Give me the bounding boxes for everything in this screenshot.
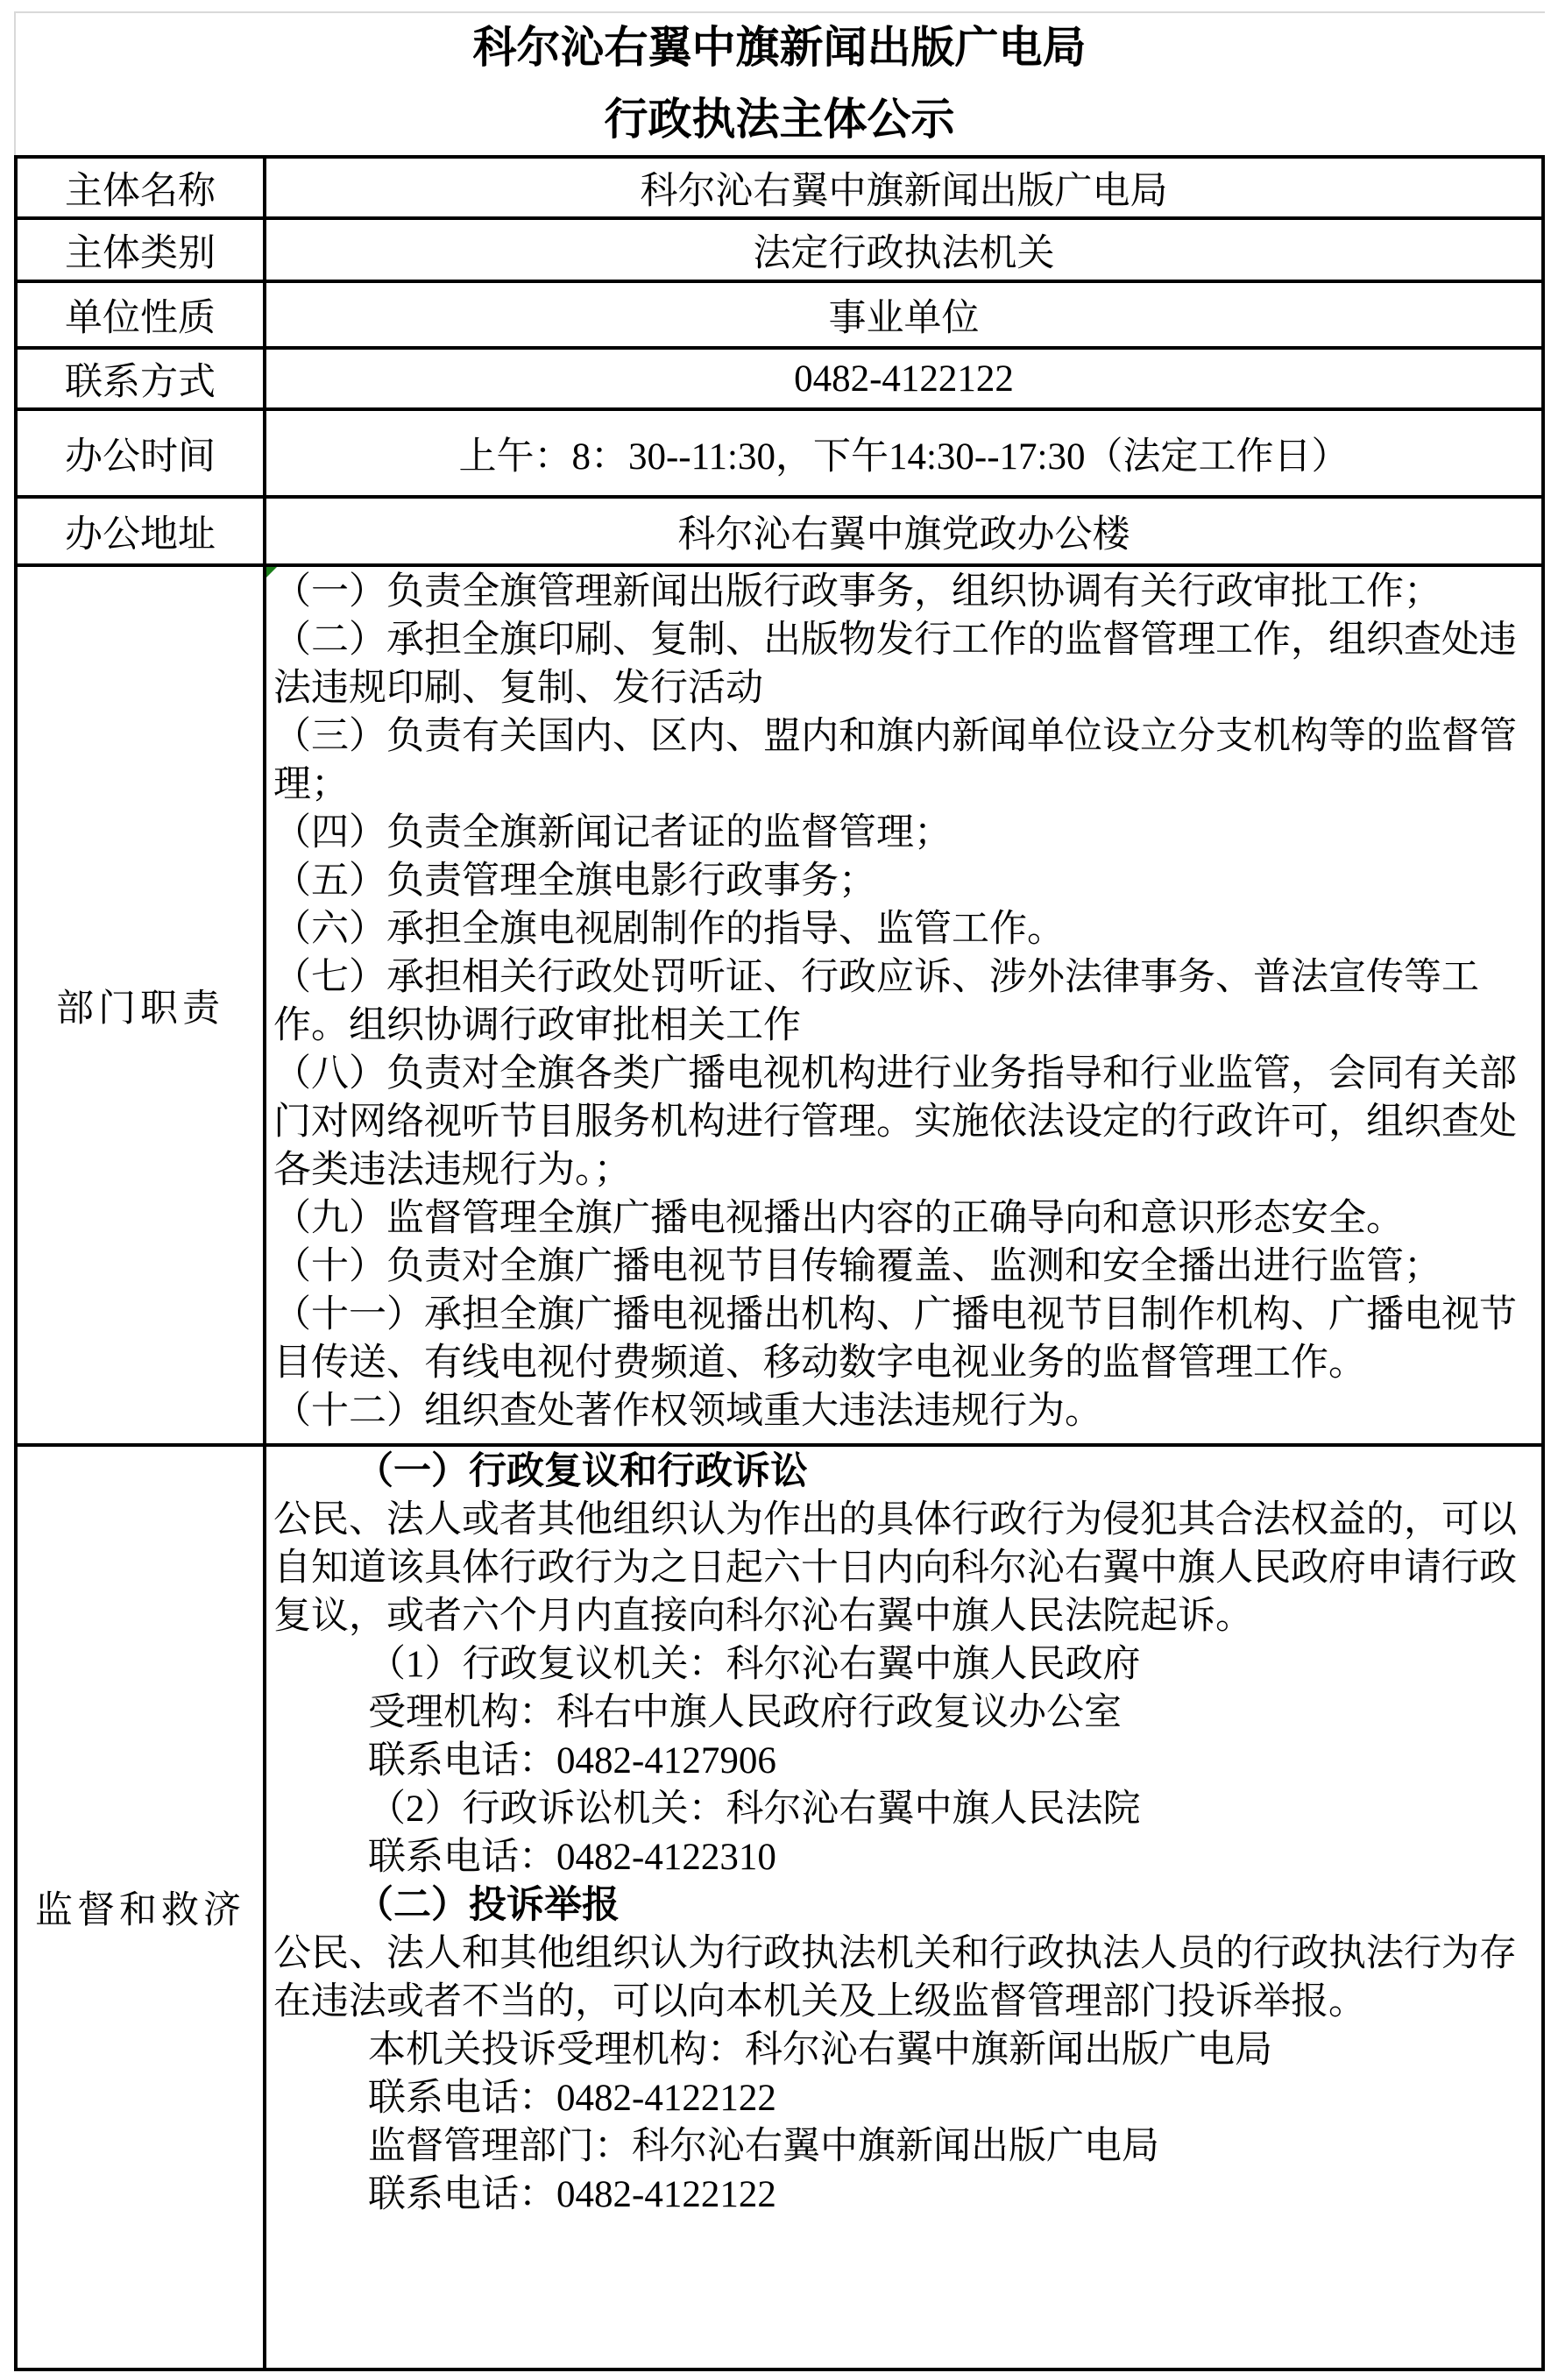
- duty-item: （六）承担全旗电视剧制作的指导、监管工作。: [273, 909, 1065, 950]
- supervision-paragraph: 公民、法人和其他组织认为行政执法机关和行政执法人员的行政执法行为存在违法或者不当的，可以向本机关及上级监督管理部门投诉举报。: [273, 1933, 1517, 2022]
- cell-error-indicator-icon: [266, 567, 277, 577]
- supervision-remedy-cell: [266, 1447, 1541, 2368]
- duty-item: （八）负责对全旗各类广播电视机构进行业务指导和行业监管，会同有关部门对网络视听节目服务机构进行管理。实施依法设定的行政许可，组织查处各类违法违规行为。；: [273, 1053, 1517, 1191]
- row-label-unit-nature: 单位性质: [18, 283, 266, 346]
- duty-item: （十）负责对全旗广播电视节目传输覆盖、监测和安全播出进行监管；: [273, 1246, 1441, 1287]
- document-title-line1: 科尔沁右翼中旗新闻出版广电局: [472, 23, 1087, 72]
- table-row-office-address: [18, 499, 1541, 567]
- row-label-contact: 联系方式: [18, 350, 266, 407]
- document-title-line2: 行政执法主体公示: [604, 95, 955, 144]
- duty-item: （十二）组织查处著作权领域重大违法违规行为。: [273, 1391, 1102, 1432]
- table-row-supervision-remedy: [18, 1447, 1541, 2368]
- row-label-subject-category: 主体类别: [18, 220, 266, 280]
- supervision-detail-line: （1）行政复议机关：科尔沁右翼中旗人民政府: [368, 1644, 1141, 1685]
- supervision-detail-line: 监督管理部门：科尔沁右翼中旗新闻出版广电局: [368, 2126, 1159, 2167]
- row-label-subject-name: 主体名称: [18, 159, 266, 216]
- supervision-detail-line: 联系电话：0482-4122310: [368, 1837, 776, 1878]
- row-label-office-address: 办公地址: [18, 499, 266, 563]
- duty-item: （一）负责全旗管理新闻出版行政事务，组织协调有关行政审批工作；: [273, 571, 1441, 613]
- supervision-detail-line: 受理机构：科右中旗人民政府行政复议办公室: [368, 1692, 1122, 1733]
- supervision-detail-line: 联系电话：0482-4122122: [368, 2078, 776, 2119]
- duty-item: （二）承担全旗印刷、复制、出版物发行工作的监督管理工作，组织查处违法违规印刷、复制、发行活动: [273, 620, 1517, 709]
- row-value-subject-name: 科尔沁右翼中旗新闻出版广电局: [640, 170, 1168, 212]
- duty-item: （七）承担相关行政处罚听证、行政应诉、涉外法律事务、普法宣传等工作。组织协调行政审批相关工作: [273, 957, 1479, 1046]
- row-label-office-hours: 办公时间: [18, 411, 266, 495]
- supervision-section-heading: （一）行政复议和行政诉讼: [356, 1451, 808, 1492]
- table-row-unit-nature: [18, 283, 1541, 350]
- supervision-detail-line: （2）行政诉讼机关：科尔沁右翼中旗人民法院: [368, 1789, 1141, 1830]
- row-value-unit-nature: 事业单位: [828, 297, 980, 339]
- supervision-section-heading: （二）投诉举报: [356, 1885, 620, 1926]
- row-value-office-hours: 上午：8：30--11:30，下午14:30--17:30（法定工作日）: [458, 436, 1349, 478]
- supervision-detail-line: 联系电话：0482-4122122: [368, 2174, 776, 2215]
- row-value-contact: 0482-4122122: [794, 358, 1014, 400]
- row-label-supervision-remedy: 监督和救济: [18, 1447, 266, 2368]
- duty-item: （五）负责管理全旗电影行政事务；: [273, 861, 876, 902]
- row-value-subject-category: 法定行政执法机关: [753, 232, 1055, 274]
- duty-item: （三）负责有关国内、区内、盟内和旗内新闻单位设立分支机构等的监督管理；: [273, 716, 1517, 805]
- duty-item: （四）负责全旗新闻记者证的监督管理；: [273, 812, 952, 854]
- notice-table: [14, 155, 1545, 2371]
- table-row-contact: [18, 350, 1541, 411]
- duty-item: （九）监督管理全旗广播电视播出内容的正确导向和意识形态安全。: [273, 1198, 1404, 1239]
- row-label-department-duties: 部门职责: [18, 567, 266, 1443]
- table-row-subject-name: [18, 159, 1541, 220]
- duty-item: （十一）承担全旗广播电视播出机构、广播电视节目制作机构、广播电视节目传送、有线电视付费频道、移动数字电视业务的监督管理工作。: [273, 1294, 1517, 1384]
- supervision-detail-line: 本机关投诉受理机构：科尔沁右翼中旗新闻出版广电局: [368, 2029, 1272, 2071]
- table-row-subject-category: [18, 220, 1541, 283]
- supervision-detail-line: 联系电话：0482-4127906: [368, 1740, 776, 1781]
- document-title: [14, 11, 1545, 155]
- table-row-department-duties: [18, 567, 1541, 1447]
- supervision-paragraph: 公民、法人或者其他组织认为作出的具体行政行为侵犯其合法权益的，可以自知道该具体行政行为之日起六十日内向科尔沁右翼中旗人民政府申请行政复议，或者六个月内直接向科尔沁右翼中旗人民法院起诉。: [273, 1499, 1517, 1637]
- row-value-office-address: 科尔沁右翼中旗党政办公楼: [677, 514, 1130, 556]
- department-duties-cell: [266, 567, 1541, 1443]
- table-row-office-hours: [18, 411, 1541, 499]
